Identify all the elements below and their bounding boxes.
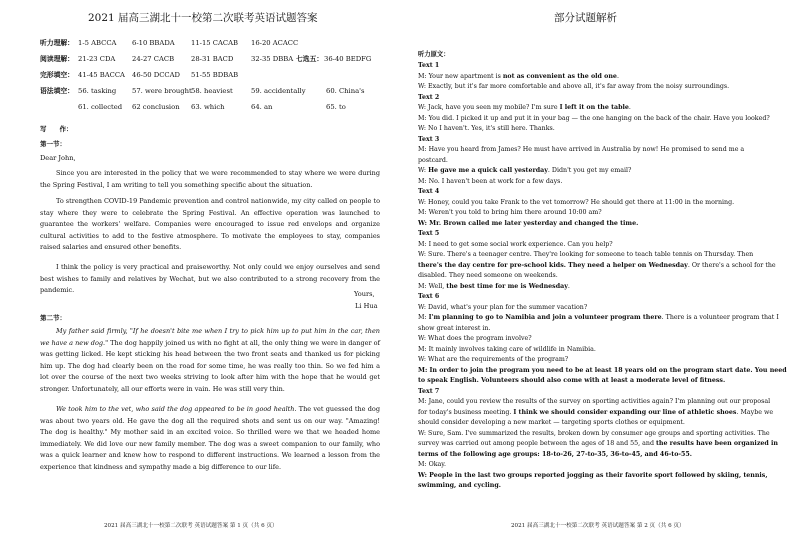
answer-cell: 62 conclusion [132, 103, 180, 111]
transcript-line [418, 72, 784, 83]
line-text: M: You did. I picked it up and put it in your bag — the one hanging on the back of the chair. Have you looked? [418, 114, 770, 122]
answer-cell: 64. an [251, 103, 273, 111]
line-text: M: Okay. [418, 461, 447, 468]
continuation-paragraph-1 [40, 326, 380, 396]
answer-cell: 28-31 BACD [191, 55, 234, 63]
text-heading-label: Text 2 [418, 93, 440, 101]
greeting: Dear John, [40, 154, 76, 162]
answer-highlight: to speak English. Volunteers should also come with at least a moderate level of fitness. [418, 377, 726, 384]
line-text: W: Sure, Sam. I've summarized the results, broken down by consumer age groups and sporting activities. The [418, 429, 770, 437]
line-text: W: Sure. There's a teenager centre. They're looking for someone to teach table tennis on Thursday. Then [418, 251, 754, 258]
line-text: . Maybe we [736, 408, 774, 416]
answer-highlight: He gave me a quick call yesterday [428, 167, 548, 174]
answer-highlight: the results have been organized in [655, 440, 778, 447]
signature: Li Hua [355, 302, 378, 310]
cloze-label: 完形填空： [40, 71, 74, 79]
line-text: W: No I haven't. Yes, it's still here. Thanks. [418, 125, 555, 132]
transcript-line [418, 439, 784, 450]
line-text: for today's business meeting. [418, 408, 514, 416]
transcript-line [418, 397, 784, 408]
right-page [397, 0, 794, 550]
text-heading-label: Text 5 [418, 230, 440, 237]
line-text: . Didn't you get my email? [547, 167, 632, 174]
answer-highlight: swimming, and cycling. [418, 482, 501, 489]
continuation-text: The vet guessed the dog was about two years old. He gave the dog all the required shots and sent us on our way. "Amazing! The dog is healthy." My mother said in an excited voice. So thrilled were we that we headed home immediately. We did love our new family member. The dog was a sweet companion to our family, who was a quick learner and knew how to respond to different instructions. We learned a lesson from the experience that kindness and sympathy made a big difference to our life. [40, 405, 380, 471]
line-text: . There is a volunteer program that I [661, 314, 779, 321]
line-text: M: [418, 314, 429, 321]
answer-highlight: terms of the following age groups: 18-to-26, 27-to-35, 36-to-45, and 46-to-55. [418, 450, 692, 458]
text-heading [418, 187, 784, 198]
line-text: . Or there's a school for the [687, 261, 776, 269]
line-text: . [567, 282, 570, 290]
listening-label: 听力理解： [40, 39, 74, 47]
essay-paragraph-3: I think the policy is very practical and praiseworthy. Not only could we enjoy ourselves and send best wishes to family and relatives by Wechat, but we also contributed to a strong recovery from the pandemic. [40, 263, 380, 295]
answer-cell: 57. were brought [132, 87, 192, 95]
transcript-line [418, 156, 784, 167]
transcript-line [418, 177, 784, 188]
transcript-line [418, 261, 784, 272]
answer-cell: 36-40 BEDFG [324, 55, 372, 63]
line-text: postcard. [418, 156, 448, 164]
line-text: W: [418, 167, 429, 174]
seven-choose-five-label: 七选五： [296, 55, 324, 63]
transcript-line [418, 481, 784, 492]
line-text: . [628, 104, 631, 111]
line-text: M: Have you heard from James? He must have arrived in Australia by now! He promised to send me a [418, 146, 745, 153]
transcript-line [418, 219, 784, 230]
transcript-line [418, 334, 784, 345]
transcript [418, 61, 787, 492]
page-title: 部分试题解析 [554, 12, 617, 24]
answer-cell: 61. collected [78, 103, 123, 111]
transcript-line [418, 408, 784, 419]
page-footer: 2021 届高三湖北十一校第二次联考 英语试题答案 第 1 页（共 6 页） [104, 523, 278, 529]
transcript-line [418, 82, 784, 93]
line-text: M: Weren't you told to bring him there around 10:00 am? [418, 209, 602, 216]
line-text: W: What does the program involve? [418, 335, 532, 342]
answer-cell: 1-5 ABCCA [78, 39, 117, 47]
answer-cell: 51-55 BDBAB [191, 71, 239, 79]
line-text: survey was carried out among people between the ages of 18 and 55, and [418, 440, 656, 447]
page-footer: 2021 届高三湖北十一校第二次联考 英语试题答案 第 2 页（共 6 页） [511, 523, 685, 529]
transcript-line [418, 145, 784, 156]
answer-cell: 63. which [191, 103, 225, 111]
answer-cell: 56. tasking [78, 87, 117, 95]
transcript-line [418, 282, 784, 293]
continuation-text: The dog happily joined us with no fight at all, the only thing we were in danger of was getting licked. He kept sticking his head between the two front seats and thanked us for picking him up. The dog had clearly been on the road for some time, he was really too thin. So we fed him a lot over the course of the next two weeks striving to look after him with the hope that he would get stronger. Unfortunately, all our efforts were in vain. He was still very thin. [40, 338, 380, 393]
text-heading-label: Text 1 [418, 62, 440, 69]
answer-cell: 16-20 ACACC [251, 39, 299, 47]
transcript-line [418, 366, 787, 377]
answer-highlight: W: Mr. Brown called me later yesterday and changed the time. [418, 219, 639, 227]
transcript-line [418, 114, 784, 125]
transcript-line [418, 376, 784, 387]
line-text: W: What are the requirements of the program? [418, 356, 569, 363]
transcript-line [418, 460, 784, 471]
page-title: 2021 届高三湖北十一校第二次联考英语试题答案 [88, 12, 318, 24]
text-heading [418, 135, 784, 146]
answer-highlight: the best time for me is Wednesday [446, 282, 568, 290]
transcript-line [418, 345, 784, 356]
transcript-line [418, 418, 784, 429]
reading-row [40, 55, 74, 64]
text-heading [418, 61, 784, 72]
transcript-line [418, 429, 784, 440]
answer-highlight: W: People in the last two groups reported jogging as their favorite sport followed by skiing, tennis, [418, 471, 768, 479]
section-heading: 听力原文： [418, 51, 450, 58]
answer-cell: 6-10 BBADA [132, 39, 175, 47]
essay-paragraph-1: Since you are interested in the policy that we were recommended to stay where we were during the Spring Festival, I am writing to tell you something specific about the situation. [40, 169, 380, 189]
answer-highlight: M: In order to join the program you need to be at least 18 years old on the program start date. You need [418, 366, 787, 374]
answer-cell: 58. heaviest [191, 87, 233, 95]
essay-paragraph-2: To strengthen COVID-19 Pandemic prevention and control nationwide, my city called on people to stay where they were to celebrate the Spring Festival. An effective operation was launched to guarantee the workers' welfare. Companies were encouraged to issue red envelops and organize cultural activities to add to the festive atmosphere. To motivate the employees to stay, companies raised salaries and ensured other benefits. [40, 197, 380, 252]
line-text: . [616, 72, 619, 80]
transcript-line [418, 471, 784, 482]
answer-cell: 65. to [326, 103, 346, 111]
line-text: W: Jack, have you seen my mobile? I'm sure [418, 104, 560, 111]
answer-highlight: I left it on the table [559, 104, 629, 111]
answer-cell: 59. accidentally [251, 87, 306, 95]
answer-cell: 60. China's [326, 87, 365, 95]
closing: Yours, [354, 290, 375, 298]
text-heading [418, 387, 784, 398]
line-text: W: David, what's your plan for the summer vacation? [418, 303, 588, 311]
text-heading [418, 93, 784, 104]
text-heading [418, 229, 784, 240]
answer-cell: 32-35 DBBA [251, 55, 294, 63]
answer-highlight: I think we should consider expanding our line of athletic shoes [513, 408, 737, 416]
grammar-label: 语法填空： [40, 87, 74, 95]
transcript-line [418, 198, 784, 209]
text-heading [418, 292, 784, 303]
answer-cell: 11-15 CACAB [191, 39, 238, 47]
answer-highlight: I'm planning to go to Namibia and join a volunteer program there [428, 314, 662, 321]
continuation-paragraph-2 [40, 404, 380, 474]
listening-row [40, 39, 74, 48]
answer-cell: 46-50 DCCAD [132, 71, 180, 79]
answer-cell: 41-45 BACCA [78, 71, 125, 79]
transcript-line [418, 103, 784, 114]
transcript-line [418, 166, 784, 177]
line-text: show great interest in. [418, 324, 491, 332]
text-heading-label: Text 3 [418, 135, 440, 143]
answer-highlight: not as convenient as the old one [502, 72, 617, 80]
transcript-line [418, 208, 784, 219]
transcript-line [418, 240, 784, 251]
transcript-line [418, 250, 784, 261]
transcript-line [418, 313, 784, 324]
answer-cell: 24-27 CACB [132, 55, 175, 63]
answer-cell: 21-23 CDA [78, 55, 116, 63]
text-heading-label: Text 6 [418, 293, 440, 300]
text-heading-label: Text 7 [418, 387, 440, 395]
line-text: should consider developing a new market — targeting sports clothes or equipment. [418, 419, 685, 426]
line-text: M: Well, [418, 282, 447, 290]
line-text: M: I need to get some social work experience. Can you help? [418, 240, 613, 248]
given-opening: We took him to the vet, who said the dog appeared to be in good health. [56, 405, 297, 413]
transcript-line [418, 271, 784, 282]
line-text: M: Jane, could you review the results of the survey on sporting activities again? I'm planning out our proposal [418, 398, 771, 405]
line-text: disabled. They need someone on weekends. [418, 272, 558, 279]
line-text: M: It mainly involves taking care of wildlife in Namibia. [418, 345, 596, 353]
transcript-line [418, 324, 784, 335]
line-text: M: No. I haven't been at work for a few days. [418, 177, 563, 185]
line-text: W: Exactly, but it's far more comfortable and above all, it's far away from the noisy surroundings. [418, 83, 730, 90]
writing-label: 写 作： [40, 125, 73, 133]
transcript-line [418, 303, 784, 314]
reading-label: 阅读理解： [40, 55, 74, 63]
line-text: M: Your new apartment is [418, 72, 503, 80]
part1-label: 第一节： [40, 140, 66, 148]
text-heading-label: Text 4 [418, 188, 440, 195]
answer-highlight: there's the day centre for pre-school kids. They need a helper on Wednesday [418, 261, 688, 269]
transcript-line [418, 355, 784, 366]
part2-label: 第二节： [40, 314, 66, 322]
given-opening: My father said firmly, "If he doesn't bite me when I try to pick him up to put him in the car, then we have a new dog." [40, 327, 380, 347]
line-text: W: Honey, could you take Frank to the vet tomorrow? He should get there at 11:00 in the morning. [418, 198, 735, 206]
transcript-line [418, 124, 784, 135]
transcript-line [418, 450, 784, 461]
